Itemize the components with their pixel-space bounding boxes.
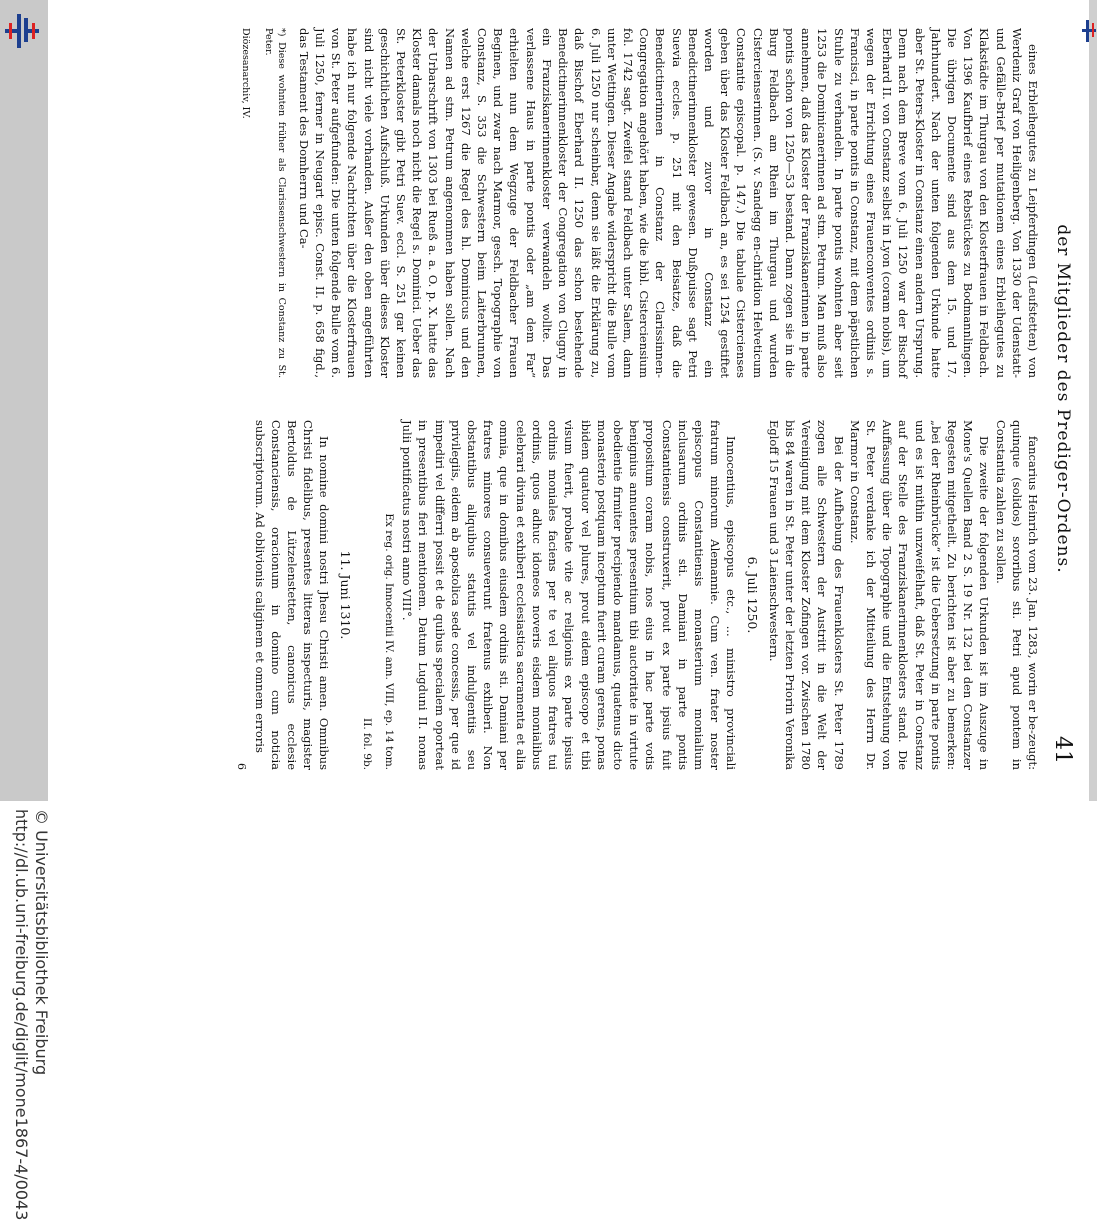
page-number: 41 — [1050, 736, 1075, 764]
viewer-right-strip — [1089, 0, 1097, 801]
text-column-left — [230, 28, 1041, 378]
document-date-heading: 11. Juni 1310. — [337, 550, 353, 640]
viewer-left-strip — [0, 0, 51, 1220]
document-url[interactable]: http://dl.ub.uni-freiburg.de/diglit/mone1867-4/0043 — [12, 809, 31, 1220]
page-header — [1045, 28, 1075, 770]
charter-text: In nomine domini nostri Jhesu Christi amen. Omnibus Christi fidelibus, presentes litteras inspecturis, magister Bertoldus de Lützelenstetten, canonicus ecclesie Constanciensis, oracionum in domino cum noticia subscriptorum. Ad oblivionis caliginem et omnem erroris — [252, 420, 332, 770]
source-reference: Ex reg. orig. Innocentii IV. ann. VIII, ep. 14 tom. — [383, 513, 396, 770]
charter-text: Innocentius, episcopus etc., ... ministro provinciali fratrum minorum Alemannie. Cum ven. frater noster episcopus Constantiensis monasterium monialium inclusarum ordinis sti. Damiani in parte pontis Constantiensis construxerit, prout ex parte ipsius fuit propositum coram nobis, nos eius in hac parte votis benignius annuentes presentium tibi auctoritate in virtute obedientie firmiter precipiendo mandamus, quatenus dicto monasterio postquam inceptum fuerit curam gerens, ponas ibidem quatuor vel plures, prout eidem episcopo et tibi visum fuerit, probate vite ac religionis ex parte ipsius ordinis moniales faciens per te vel aliquos fratres tui ordinis, quos adhuc idoneos noveris eisdem monialibus celebrari divina et exhiberi ecclesiastica sacramenta et alia omnia, que in domibus eiusdem ordinis sti. Damiani per fratres minores consueverunt fratenus exhiberi. Non obstantibus aliquibus statutis vel indulgentiis seu privilegiis, eidem ab apostolica sede concessis, per que id impediri vel differri possit et de quibus specialem oporteat in presentibus fieri mentionem. Datum Lugduni II. nonas Julii pontificatus nostri anno VIII°. — [400, 420, 739, 770]
paragraph: fancarius Heinrich vom 23. Jan. 1283, worin er be-zeugt: quinque (solidos) sororibus sti. Petri apud pontem in Constantia zahlen zu sollen. — [993, 420, 1040, 770]
document-date-heading: 6. Juli 1250. — [744, 556, 760, 634]
paragraph: Bei der Aufhebung des Frauenklosters St. Peter 1789 zogen alle Schwestern der Austritt in die Welt der Vereinigung mit dem Kloster Zofingen vor. Zwischen 1780 bis 84 waren in St. Peter unter der letzten Priorin Veronika Egloff 15 Frauen und 3 Laienschwestern. — [766, 420, 846, 770]
paragraph: Die zweite der folgenden Urkunden ist im Auszuge in Mone's Quellen Band 2 S. 19 Nr. 132 bei den Constanzer Regesten mitgetheilt. Zu berichten ist aber zu bemerken: „bei der Rheinbrücke“ ist die Uebersetzung in parte pontis und es ist mithin unzweifelhaft, daß St. Peter in Constanz auf der Stelle des Franziskanerinnenklosters stand. Die Auffassung über die Topographie und die Entstehung von St. Peter verdanke ich der Mitteilung des Herrn Dr. Marmor in Constanz. — [847, 420, 992, 770]
scanned-page — [90, 28, 1075, 770]
footnote-source: Diözesanarchiv, IV. — [240, 28, 252, 119]
source-reference-folio: II. fol. 9b. — [360, 718, 373, 770]
text-column-right — [233, 420, 1041, 770]
running-title: der Mitglieder des Prediger-Ordens. — [1053, 224, 1073, 574]
paragraph: eines Erbleihegutes zu Leipferdingen (Leufstetten) von Werdeniz Graf von Heiligenberg. Von 1330 der Udenstatt- und Gefälle-Brief per mutationem eines Erbleihegutes zu Klakstädte im Thurgau von den Klosterfrauen in Feldbach. Von 1396 Kaufbrief eines Rebstückes zu Bodmannlingen. Die übrigen Documente sind aus dem 15. und 17. Jahrhundert. Nach der unten folgenden Urkunde hatte aber St. Peters-Kloster in Constanz einen andern Ursprung. Denn nach dem Breve vom 6. Juli 1250 war der Bischof Eberhard II. von Constanz selbst in Lyon (coram nobis), um wegen der Errichtung eines Frauenconventes ordinis s. Francisci, in parte pontis in Constanz, mit dem päpstlichen Stuhle zu verhandeln. In parte pontis wohnten aber seit 1253 die Dominicanerinnen ad stm. Petrum. Man muß also annehmen, daß das Kloster der Franziskanerinnen in parte pontis schon von 1250—53 bestand. Dann zogen sie in die Burg Feldbach am Rhein im Thurgau und wurden Cistercienserinnen. (S. v. Sandegg en-chiridion Helveticum Constantie episcopal. p. 147.) Die tabulae Cistercienses geben über das Kloster Feldbach an, es sei 1254 gestiftet worden und zuvor in Constanz ein Benedictinerinnenkloster gewesen. Dußpuisse sagt Petri Suevia eccles. p. 251 mit den Beisatze, daß die Benedictinerinnen in Constanz der Clarissinnen-Congregation angehört haben, wie die bibl. Cisterciensium fol. 1742 sagt. Zweifel stand Feldbach unter Salem, dann unter Wettingen. Dieser Angabe widerspricht die Bulle vom 6. Juli 1250 nur scheinbar, denn sie läßt die Erklärung zu, daß Bischof Eberhard II. 1250 das schon bestehende Benedictinerinnenkloster der Congregation von Clugny in ein Franziskanerinnenkloster verwandeln wollte. Das verlassene Haus in parte pontis oder „am dem Far“ erhielten nun dem Wegzuge der Feldbacher Frauen Beginen, und zwar nach Marmor, gesch. Topographie von Constanz, S. 353 die Schwestern beim Laiterbrunnen, welche erst 1267 die Regel des hl. Dominicus und den Namen ad stm. Petrum angenommen haben sollen. Nach der Urbarschrift von 1303 bei Rueß a. a. O. p. X. hatte das Kloster damals noch nicht die Regel s. Dominici. Ueber das St. Peterkloster gibt Petri Suev. eccl. S. 251 gar keinen geschichtlichen Aufschluß. Urkunden über dieses Kloster sind nicht viele vorhanden. Außer den oben angeführten habe ich nur folgende Nachrichten über die Klosterfrauen von St. Peter aufgefunden: Die unten folgende Bulle vom 6. Juli 1250, ferner in Neugart episc. Const. II. p. 658 figd., das Testament des Domherrn und Ca- — [296, 28, 1040, 378]
signature-mark: 6 — [235, 763, 249, 770]
footnote: *) Diese wohnten früher als Clarissenschwestern in Constanz zu St. Peter. — [262, 28, 287, 378]
university-logo-icon — [5, 14, 39, 48]
copyright-notice: © Universitätsbibliothek Freiburg — [32, 809, 51, 1076]
university-logo-small-icon — [1082, 20, 1096, 42]
